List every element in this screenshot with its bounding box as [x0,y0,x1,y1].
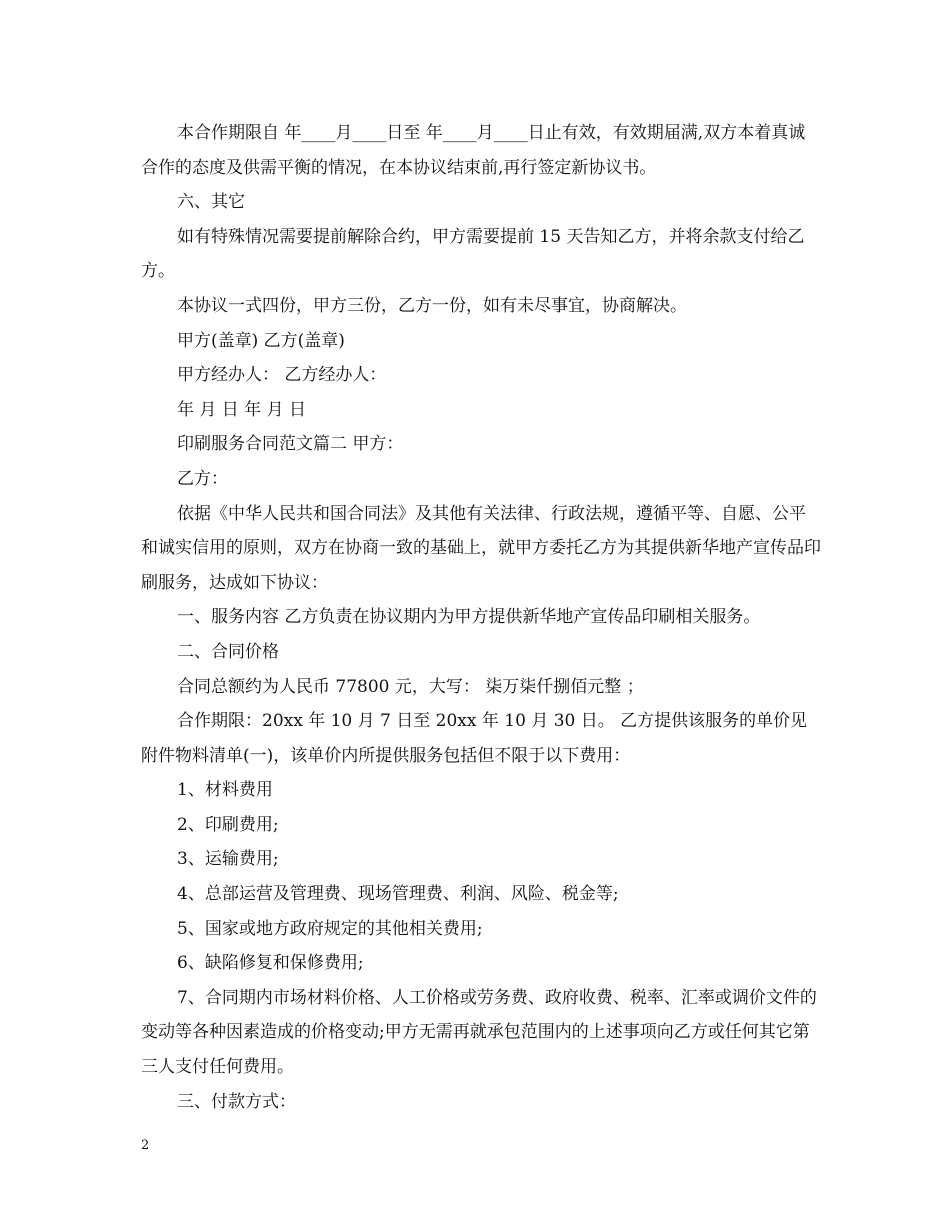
list-item-repair-cost: 6、缺陷修复和保修费用; [177,953,364,974]
paragraph-term-validity: 本合作期限自 年____月____日至 年____月____日止有效，有效期届满,双方本着真诚合作的态度及供需平衡的情况，在本协议结束前,再行签定新协议书。 [141,123,806,178]
paragraph-service-content: 一、服务内容 乙方负责在协议期内为甲方提供新华地产宣传品印刷相关服务。 [177,607,761,628]
paragraph-copies: 本协议一式四份，甲方三份，乙方一份，如有未尽事宜，协商解决。 [177,295,687,316]
paragraph-total-amount: 合同总额约为人民币 77800 元，大写： 柒万柒仟捌佰元整 ； [177,676,644,697]
list-item-printing-cost: 2、印刷费用; [177,814,279,835]
page-number: 2 [141,1138,150,1153]
heading-payment-method: 三、付款方式： [177,1091,296,1112]
list-item-material-cost: 1、材料费用 [177,780,273,801]
list-item-government-fees: 5、国家或地方政府规定的其他相关费用; [177,918,483,939]
paragraph-legal-basis: 依据《中华人民共和国合同法》及其他有关法律、行政法规，遵循平等、自愿、公平和诚实信用的原则，双方在协商一致的基础上，就甲方委托乙方为其提供新华地产宣传品印刷服务，达成如下协议： [141,503,821,593]
paragraph-early-termination: 如有特殊情况需要提前解除合约，甲方需要提前 15 天告知乙方，并将余款支付给乙方。 [141,226,805,282]
heading-section-six-other: 六、其它 [177,192,245,213]
paragraph-dates: 年 月 日 年 月 日 [177,399,307,420]
heading-contract-two: 印刷服务合同范文篇二 甲方： [177,434,404,455]
document-body [141,116,821,1119]
paragraph-handlers: 甲方经办人： 乙方经办人： [177,365,387,386]
heading-contract-price: 二、合同价格 [177,641,279,662]
paragraph-cooperation-period: 合作期限：20xx 年 10 月 7 日至 20xx 年 10 月 30 日。 乙方提供该服务的单价见附件物料清单(一)，该单价内所提供服务包括但不限于以下费用： [141,711,808,766]
list-item-management-cost: 4、总部运营及管理费、现场管理费、利润、风险、税金等; [177,884,619,905]
paragraph-seals: 甲方(盖章) 乙方(盖章) [177,330,345,351]
list-item-price-changes: 7、合同期内市场材料价格、人工价格或劳务费、政府收费、税率、汇率或调价文件的变动等各种因素造成的价格变动;甲方无需再就承包范围内的上述事项向乙方或任何其它第三人支付任何费用。 [141,987,817,1078]
paragraph-party-b: 乙方： [177,468,228,489]
list-item-transport-cost: 3、运输费用; [177,849,279,870]
